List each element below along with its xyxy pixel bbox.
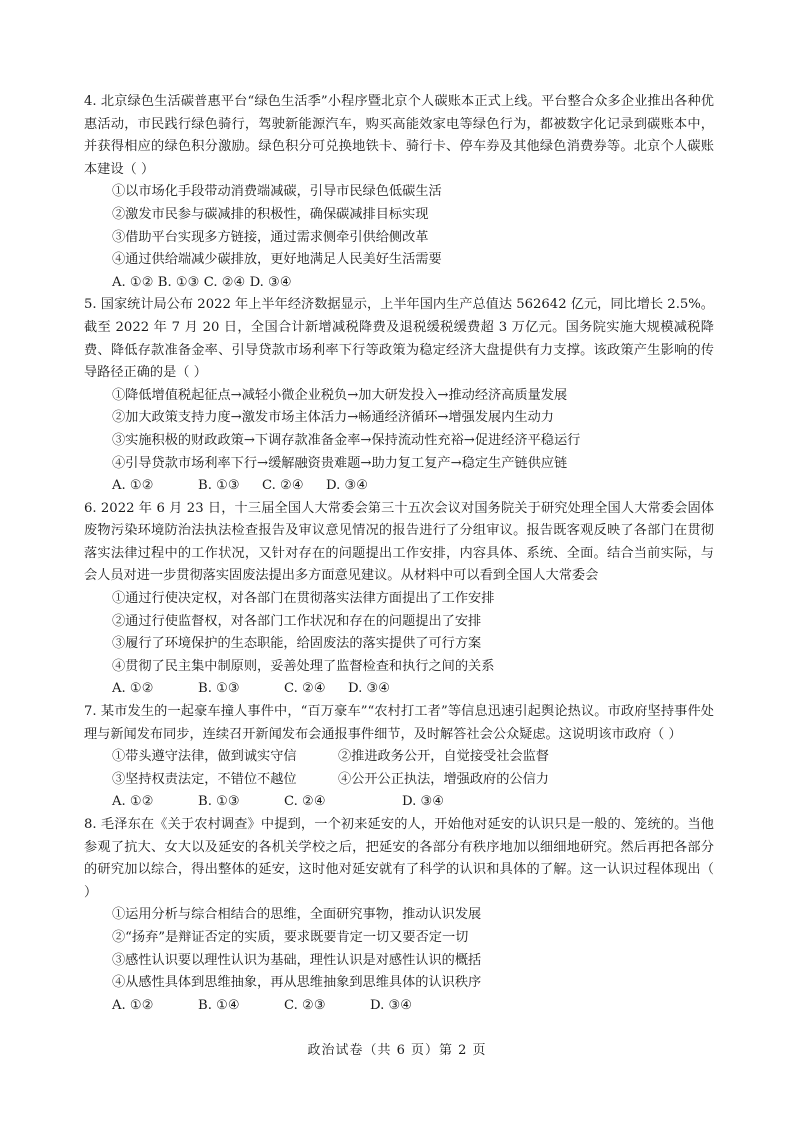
option-3: ③感性认识要以理性认识为基础，理性认识是对感性认识的概括 — [112, 952, 482, 968]
question-stem: 8. 毛泽东在《关于农村调查》中提到，一个初来延安的人，开始他对延安的认识只是一般的、笼统的。当他参观了抗大、女大以及延安的各机关学校之后，把延安的各部分有秩序地加以细细地研究。然后再把各部分的研究加以综合，得出整体的延安，这时他对延安就有了科学的认识和具体的了解。这一认识过程体现出（ ） — [84, 817, 714, 900]
answer-d: D. ③④ — [249, 274, 292, 290]
option-1: ①运用分析与综合相结合的思维，全面研究事物，推动认识发展 — [112, 907, 482, 923]
question-stem: 4. 北京绿色生活碳普惠平台“绿色生活季”小程序暨北京个人碳账本正式上线。平台整合众多企业推出各种优惠活动，市民践行绿色骑行，驾驶新能源汽车，购买高能效家电等绿色行为，都被数字化记录到碳账本中，并获得相应的绿色积分激励。绿色积分可兑换地铁卡、骑行卡、停车券及其他绿色消费券等。北京个人碳账本建设（ ） — [84, 94, 714, 177]
option-2: ②激发市民参与碳减排的积极性，确保碳减排目标实现 — [112, 206, 429, 222]
answer-b: B. ①③ — [198, 478, 240, 494]
option-4: ④公开公正执法，增强政府的公信力 — [338, 771, 549, 787]
question-6 — [84, 498, 714, 701]
answer-a: A. ①② — [112, 681, 154, 697]
question-5 — [84, 294, 714, 497]
answer-c: C. ②④ — [203, 274, 246, 290]
option-4: ④贯彻了民主集中制原则，妥善处理了监督检查和执行之间的关系 — [112, 658, 495, 674]
option-row — [84, 769, 714, 792]
answer-c: C. ②④ — [284, 794, 326, 810]
option-3: ③借助平台实现多方链接，通过需求侧牵引供给侧改革 — [112, 229, 429, 245]
question-stem: 7. 某市发生的一起豪车撞人事件中，“百万豪车”“农村打工者”等信息迅速引起舆论热议。市政府坚持事件处理与新闻发布同步，连续召开新闻发布会通报事件细节，及时解答社会公众疑虑。这说明该市政府（ ） — [84, 704, 714, 742]
option-1: ①带头遵守法律，做到诚实守信 — [112, 749, 297, 765]
answer-d: D. ③④ — [326, 478, 369, 494]
answer-c: C. ②④ — [262, 478, 304, 494]
answer-d: D. ③④ — [348, 681, 391, 697]
answer-a: A. ①② — [112, 274, 154, 290]
answer-a: A. ①② — [112, 478, 154, 494]
question-8 — [84, 814, 714, 1017]
option-3: ③实施积极的财政政策→下调存款准备金率→保持流动性充裕→促进经济平稳运行 — [112, 432, 581, 448]
option-4: ④从感性具体到思维抽象，再从思维抽象到思维具体的认识秩序 — [112, 975, 482, 991]
option-1: ①通过行使决定权，对各部门在贯彻落实法律方面提出了工作安排 — [112, 591, 495, 607]
question-stem: 6. 2022 年 6 月 23 日，十三届全国人大常委会第三十五次会议对国务院关于研究处理全国人大常委会固体废物污染环境防治法执法检查报告及审议意见情况的报告进行了分组审议。报告既客观反映了各部门在贯彻落实法律过程中的工作状况，又针对存在的问题提出工作安排，内容具体、系统、全面。结合当前实际，与会人员对进一步贯彻落实固废法提出多方面意见建议。从材料中可以看到全国人大常委会 — [84, 500, 714, 584]
answer-choices — [84, 272, 714, 295]
answer-choices — [84, 995, 714, 1018]
option-row — [84, 746, 714, 769]
question-stem: 5. 国家统计局公布 2022 年上半年经济数据显示，上半年国内生产总值达 562642 亿元，同比增长 2.5%。截至 2022 年 7 月 20 日，全国合计新增减税降费及退税缓税缓费超 3 万亿元。国务院实施大规模减税降费、降低存款准备金率、引导贷款市场利率下行等政策为稳定经济大盘提供有力支撑。该政策产生影响的传导路径正确的是（ ） — [84, 297, 714, 381]
option-2: ②通过行使监督权，对各部门工作状况和存在的问题提出了安排 — [112, 613, 482, 629]
answer-choices — [84, 791, 714, 814]
answer-c: C. ②③ — [284, 997, 326, 1013]
answer-a: A. ①② — [112, 794, 154, 810]
answer-choices — [84, 678, 714, 701]
question-list — [84, 91, 714, 1017]
option-1: ①降低增值税起征点→减轻小微企业税负→加大研发投入→推动经济高质量发展 — [112, 387, 568, 403]
option-2: ②推进政务公开，自觉接受社会监督 — [338, 749, 549, 765]
option-4: ④通过供给端减少碳排放，更好地满足人民美好生活需要 — [112, 252, 442, 268]
question-4 — [84, 91, 714, 294]
option-2: ②加大政策支持力度→激发市场主体活力→畅通经济循环→增强发展内生动力 — [112, 410, 554, 426]
answer-b: B. ①④ — [198, 997, 240, 1013]
answer-b: B. ①③ — [198, 794, 240, 810]
option-3: ③履行了环境保护的生态职能，给固废法的落实提供了可行方案 — [112, 636, 482, 652]
answer-d: D. ③④ — [370, 997, 413, 1013]
answer-b: B. ①③ — [198, 681, 240, 697]
answer-a: A. ①② — [112, 997, 154, 1013]
option-3: ③坚持权责法定，不错位不越位 — [112, 771, 297, 787]
page-footer: 政治试卷（共 6 页）第 2 页 — [307, 1043, 487, 1058]
answer-b: B. ①③ — [157, 274, 200, 290]
option-1: ①以市场化手段带动消费端减碳，引导市民绿色低碳生活 — [112, 184, 442, 200]
option-4: ④引导贷款市场利率下行→缓解融资贵难题→助力复工复产→稳定生产链供应链 — [112, 455, 568, 471]
option-2: ②“扬弃”是辩证否定的实质，要求既要肯定一切又要否定一切 — [112, 929, 469, 945]
answer-choices — [84, 475, 714, 498]
answer-c: C. ②④ — [284, 681, 326, 697]
question-7 — [84, 701, 714, 814]
answer-d: D. ③④ — [402, 794, 445, 810]
